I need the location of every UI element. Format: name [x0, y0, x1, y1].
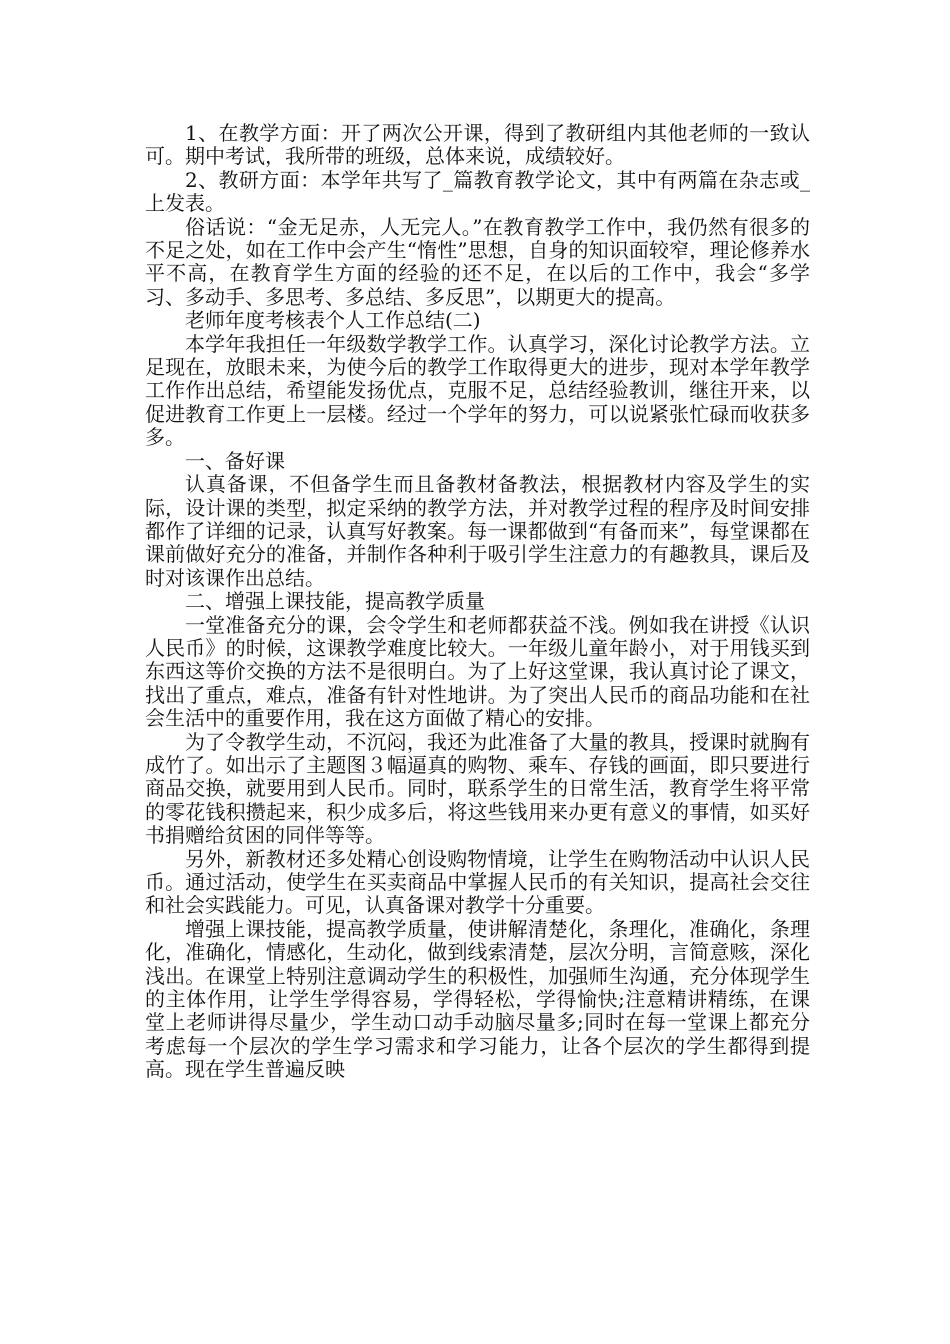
section-title: 老师年度考核表个人工作总结(二) — [185, 308, 481, 333]
paragraph-rmb-lesson: 一堂准备充分的课，会令学生和老师都获益不浅。例如我在讲授《认识人民币》的时候，这课教学难度比较大。一年级儿童年龄小，对于用钱买到东西这等价交换的方法不是很明白。为了上好这堂课，我认真讨论了课文，找出了重点，难点，准备有针对性地讲。为了突出人民币的商品功能和在社会生活中的重要作用，我在这方面做了精心的安排。 — [145, 612, 810, 731]
document-body — [145, 122, 810, 1082]
paragraph-teaching: 1、在教学方面：开了两次公开课，得到了教研组内其他老师的一致认可。期中考试，我所带的班级，总体来说，成绩较好。 — [145, 121, 810, 169]
paragraph-prepare: 认真备课，不但备学生而且备教材备教法，根据教材内容及学生的实际，设计课的类型，拟定采纳的教学方法，并对教学过程的程序及时间安排都作了详细的记录，认真写好教案。每一课都做到“有备而来”，每堂课都在课前做好充分的准备，并制作各种利于吸引学生注意力的有趣教具，课后及时对该课作出总结。 — [145, 472, 810, 590]
paragraph-research: 2、教研方面：本学年共写了_篇教育教学论文，其中有两篇在杂志或_上发表。 — [145, 167, 810, 216]
paragraph-quality: 增强上课技能，提高教学质量，使讲解清楚化，条理化，准确化，条理化，准确化，情感化，生动化，做到线索清楚，层次分明，言简意赅，深化浅出。在课堂上特别注意调动学生的积极性，加强师生沟通，充分体现学生的主体作用，让学生学得容易，学得轻松，学得愉快;注意精讲精练，在课堂上老师讲得尽量少，学生动口动手动脑尽量多;同时在每一堂课上都充分考虑每一个层次的学生学习需求和学习能力，让各个层次的学生都得到提高。现在学生普遍反映 — [145, 916, 810, 1082]
paragraph-intro: 本学年我担任一年级数学教学工作。认真学习，深化讨论教学方法。立足现在，放眼未来，为使今后的教学工作取得更大的进步，现对本学年教学工作作出总结，希望能发扬优点，克服不足，总结经验教训，继往开来，以促进教育工作更上一层楼。经过一个学年的努力，可以说紧张忙碌而收获多多。 — [145, 331, 810, 450]
paragraph-saying: 俗话说：“金无足赤，人无完人。”在教育教学工作中，我仍然有很多的不足之处，如在工作中会产生“惰性”思想，自身的知识面较窄，理论修养水平不高，在教育学生方面的经验的还不足，在以后的工作中，我会“多学习、多动手、多思考、多总结、多反思”，以期更大的提高。 — [145, 214, 810, 309]
heading-prepare-lessons: 一、备好课 — [185, 448, 285, 473]
paragraph-new-materials: 另外，新教材还多处精心创设购物情境，让学生在购物活动中认识人民币。通过活动，使学生在买卖商品中掌握人民币的有关知识，提高社会交往和社会实践能力。可见，认真备课对教学十分重要。 — [145, 846, 810, 918]
paragraph-teaching-aids: 为了令教学生动，不沉闷，我还为此准备了大量的教具，授课时就胸有成竹了。如出示了主题图３幅逼真的购物、乘车、存钱的画面，即只要进行商品交换，就要用到人民币。同时，联系学生的日常生活，教育学生将平常的零花钱积攒起来，积少成多后，将这些钱用来办更有意义的事情，如买好书捐赠给贫困的同伴等等。 — [145, 729, 810, 848]
heading-teaching-skills: 二、增强上课技能，提高教学质量 — [185, 589, 485, 614]
